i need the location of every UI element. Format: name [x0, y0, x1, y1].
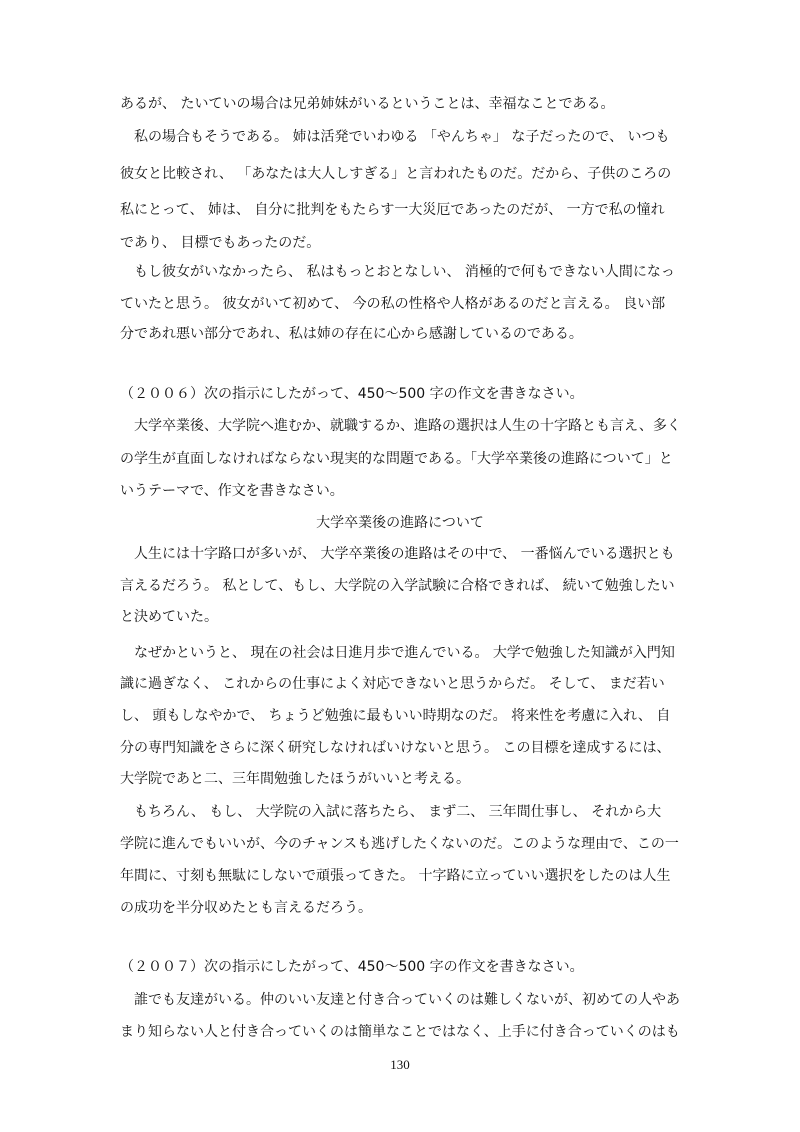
exam-question-heading: （２００７）次の指示にしたがって、450～500 字の作文を書きなさい。	[120, 959, 584, 975]
text-line: と決めていた。	[120, 609, 218, 625]
text-line: いうテーマで、作文を書きなさい。	[120, 483, 344, 499]
text-line: 言えるだろう。 私として、もし、大学院の入学試験に合格できれば、 続いて勉強したい	[120, 578, 675, 594]
text-line: 大学卒業後、大学院へ進むか、就職するか、進路の選択は人生の十字路とも言え、多く	[120, 418, 681, 434]
text-line: 私にとって、 姉は、 自分に批判をもたらす一大災厄であったのだが、 一方で私の憧れ	[120, 202, 665, 218]
text-line: 大学院であと二、三年間勉強したほうがいいと考える。	[120, 771, 470, 787]
text-line: もちろん、 もし、 大学院の入試に落ちたら、 まず二、 三年間仕事し、 それから大	[120, 804, 662, 820]
text-line: 分であれ悪い部分であれ、私は姉の存在に心から感謝しているのである。	[120, 326, 583, 342]
text-line: の成功を半分収めたとも言えるだろう。	[120, 900, 372, 916]
text-line: 学院に進んでもいいが、今のチャンスも逃げしたくないのだ。このような理由で、この一	[120, 836, 679, 852]
text-line: 分の専門知識をさらに深く研究しなければいけないと思う。 この目標を達成するには、	[120, 740, 671, 756]
text-line: 識に過ぎなく、 これからの仕事によく対応できないと思うからだ。 そして、 まだ若い	[120, 676, 665, 692]
text-line: 人生には十字路口が多いが、 大学卒業後の進路はその中で、 一番悩んでいる選択とも	[120, 546, 675, 562]
text-line: し、 頭もしなやかで、 ちょうど勉強に最もいい時期なのだ。 将来性を考慮に入れ、 自	[120, 708, 671, 724]
text-line: 誰でも友達がいる。仲のいい友達と付き合っていくのは難しくないが、初めての人やあ	[120, 992, 680, 1008]
text-line: 年間に、寸刻も無駄にしないで頑張ってきた。 十字路に立っていい選択をしたのは人生	[120, 868, 671, 884]
text-line: あるが、 たいていの場合は兄弟姉妹がいるということは、幸福なことである。	[120, 96, 615, 112]
text-line: もし彼女がいなかったら、 私はもっとおとなしい、 消極的で何もできない人間になっ	[120, 264, 675, 280]
exam-question-heading: （２００６）次の指示にしたがって、450～500 字の作文を書きなさい。	[120, 386, 584, 402]
text-line: なぜかというと、 現在の社会は日進月歩で進んでいる。 大学で勉強した知識が入門知	[120, 645, 675, 661]
text-line: ていたと思う。 彼女がいて初めて、 今の私の性格や人格があるのだと言える。 良い部	[120, 296, 666, 312]
text-line: の学生が直面しなければならない現実的な問題である。「大学卒業後の進路について」と	[120, 451, 673, 467]
text-line: 私の場合もそうである。 姉は活発でいわゆる 「やんちゃ」 な子だったので、 いつも	[120, 129, 670, 145]
text-line: 彼女と比較され、 「あなたは大人しすぎる」と言われたものだ。だから、子供のころの	[120, 166, 672, 182]
essay-title: 大学卒業後の進路について	[316, 515, 484, 531]
text-line: であり、 目標でもあったのだ。	[120, 235, 321, 251]
page-number: 130	[390, 1057, 410, 1072]
text-line: まり知らない人と付き合っていくのは簡単なことではなく、上手に付き合っていくのはも	[120, 1024, 680, 1040]
